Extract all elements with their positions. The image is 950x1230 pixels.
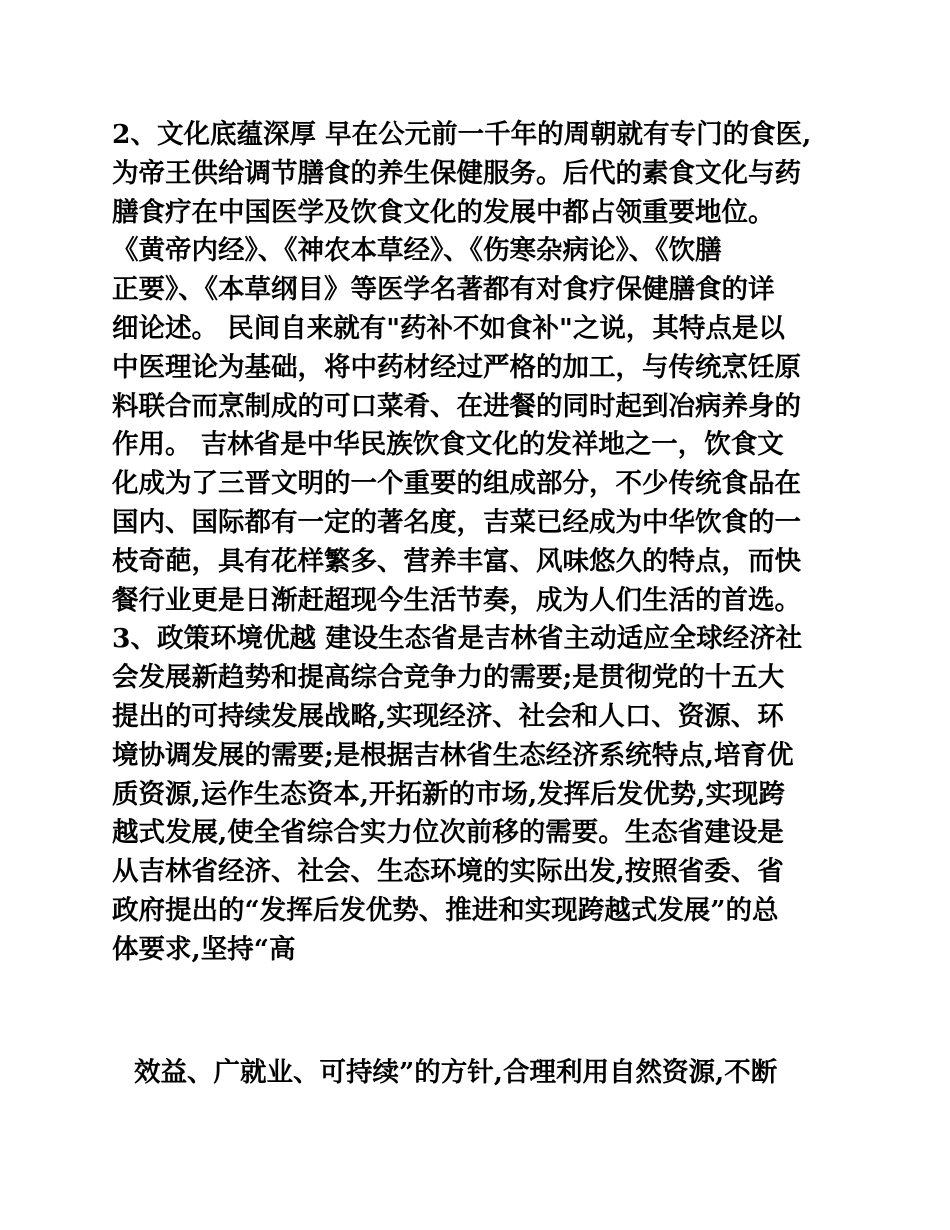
text-line: 膳食疗在中国医学及饮食文化的发展中都占领重要地位。	[112, 196, 775, 228]
text-line: 提出的可持续发展战略,实现经济、社会和人口、资源、环	[112, 700, 784, 732]
text-line: 枝奇葩，具有花样繁多、营养丰富、风味悠久的特点，而快	[112, 545, 801, 577]
text-line: 政府提出的“发挥后发优势、推进和实现跨越式发展”的总	[112, 894, 779, 926]
text-line: 细论述。 民间自来就有"药补不如食补"之说，其特点是以	[112, 312, 785, 344]
text-line: 为帝王供给调节膳食的养生保健服务。后代的素食文化与药	[112, 157, 801, 189]
text-line: 料联合而烹制成的可口菜肴、在进餐的同时起到冶病养身的	[112, 390, 801, 422]
text-line: 国内、国际都有一定的著名度，吉菜已经成为中华饮食的一	[112, 506, 801, 538]
continued-text-line: 效益、广就业、可持续”的方针,合理利用自然资源,不断	[134, 1057, 778, 1088]
body-text	[112, 116, 842, 970]
text-line: 体要求,坚持“高	[112, 933, 296, 965]
text-line: 3、政策环境优越 建设生态省是吉林省主动适应全球经济社	[112, 623, 803, 655]
text-line: 质资源,运作生态资本,开拓新的市场,发挥后发优势,实现跨	[112, 778, 785, 810]
text-line: 会发展新趋势和提高综合竞争力的需要;是贯彻党的十五大	[112, 662, 785, 694]
text-line: 中医理论为基础，将中药材经过严格的加工，与传统烹饪原	[112, 351, 801, 383]
text-line: 境协调发展的需要;是根据吉林省生态经济系统特点,培育优	[112, 739, 794, 771]
text-line: 正要》、《本草纲目》等医学名著都有对食疗保健膳食的详	[112, 274, 775, 306]
text-line: 2、文化底蕴深厚 早在公元前一千年的周朝就有专门的食医,	[112, 119, 812, 150]
text-line: 《黄帝内经》、《神农本草经》、《伤寒杂病论》、《饮膳	[112, 235, 722, 267]
text-line: 化成为了三晋文明的一个重要的组成部分，不少传统食品在	[112, 468, 801, 500]
text-line: 作用。 吉林省是中华民族饮食文化的发祥地之一，饮食文	[112, 429, 784, 461]
text-line: 从吉林省经济、社会、生态环境的实际出发,按照省委、省	[112, 856, 784, 888]
text-line: 餐行业更是日渐赶超现今生活节奏，成为人们生活的首选。	[112, 584, 801, 616]
text-line: 越式发展,使全省综合实力位次前移的需要。生态省建设是	[112, 817, 784, 849]
